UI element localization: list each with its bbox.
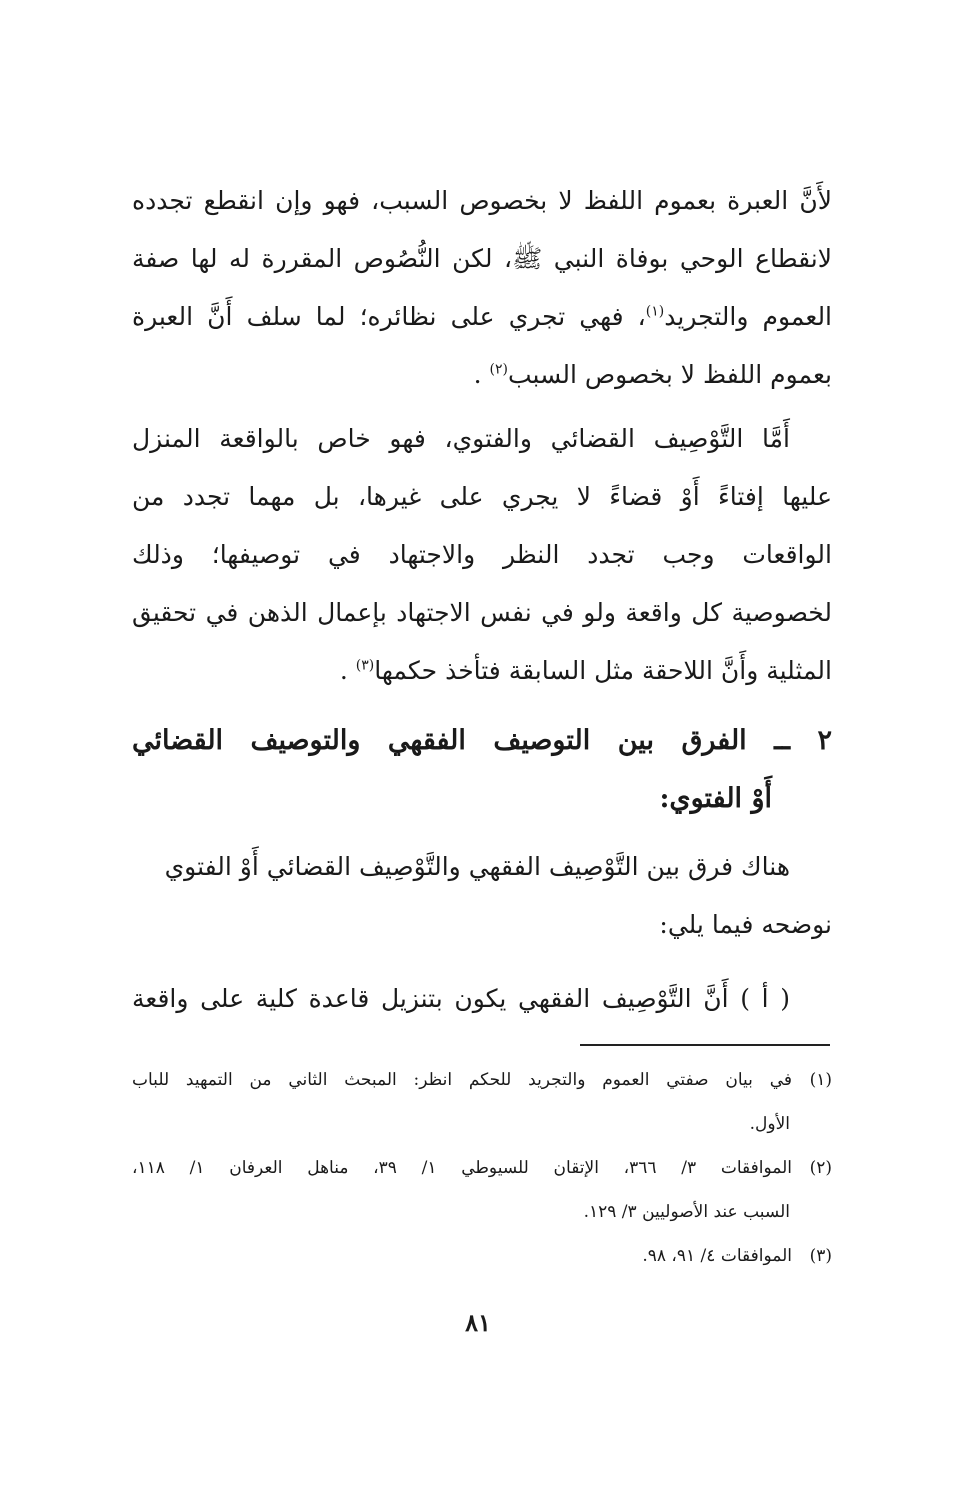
footnotes bbox=[132, 1058, 832, 1278]
footnote-item bbox=[132, 1146, 832, 1190]
footnote-ref[interactable]: (٣) bbox=[355, 657, 375, 674]
section-heading bbox=[132, 712, 832, 828]
footnote-text: الموافقات ٤/ ٩١، ٩٨. bbox=[642, 1246, 792, 1266]
footnote-text: الموافقات ٣/ ٣٦٦، الإتقان للسيوطي ١/ ٣٩، مناهل العرفان ١/ ١١٨، bbox=[132, 1158, 792, 1178]
paragraph-line: لانقطاع الوحي بوفاة النبي ﷺ، لكن النُّصُوص المقررة له لها صفة bbox=[132, 244, 832, 273]
footnote-text: في بيان صفتي العموم والتجريد للحكم انظر: المبحث الثاني من التمهيد للباب bbox=[132, 1070, 792, 1090]
heading-line: أَوْ الفتوي: bbox=[659, 783, 772, 814]
paragraph-line bbox=[132, 288, 832, 346]
paragraph-line: الواقعات وجب تجدد النظر والاجتهاد في توصيفها؛ وذلك bbox=[132, 540, 832, 569]
paragraph-line bbox=[132, 346, 832, 404]
text-segment: ، فهي تجري على نظائره؛ لما سلف أَنَّ العبرة bbox=[132, 302, 646, 331]
paragraph-line: ( أ ) أَنَّ التَّوْصِيف الفقهي يكون بتنزيل قاعدة كلية على واقعة bbox=[132, 984, 790, 1013]
paragraph-4 bbox=[132, 970, 832, 1028]
paragraph-line: أَمَّا التَّوْصِيف القضائي والفتوي، فهو خاص بالواقعة المنزل bbox=[132, 424, 790, 453]
paragraph-3 bbox=[132, 838, 832, 954]
footnote-continuation: السبب عند الأصوليين ٣/ ١٢٩. bbox=[583, 1202, 790, 1222]
text-segment: المثلية وأَنَّ اللاحقة مثل السابقة فتأخذ حكمها bbox=[374, 656, 832, 685]
footnote-ref[interactable]: (٢) bbox=[489, 361, 508, 378]
paragraph-line: لأَنَّ العبرة بعموم اللفظ لا بخصوص السبب، فهو وإن انقطع تجدده bbox=[132, 186, 832, 215]
text-segment: . bbox=[473, 360, 490, 389]
paragraph-1 bbox=[132, 172, 832, 404]
paragraph-2 bbox=[132, 410, 832, 700]
footnote-separator bbox=[580, 1044, 830, 1046]
footnote-number: (١) bbox=[809, 1070, 832, 1090]
footnote-number: (٣) bbox=[809, 1246, 832, 1266]
paragraph-line: نوضحه فيما يلي: bbox=[659, 910, 832, 939]
page-number: ٨١ bbox=[465, 1308, 491, 1337]
text-segment: بعموم اللفظ لا بخصوص السبب bbox=[508, 360, 832, 389]
paragraph-line: هناك فرق بين التَّوْصِيف الفقهي والتَّوْصِيف القضائي أَوْ الفتوي bbox=[164, 852, 790, 881]
heading-line: ٢ ــ الفرق بين التوصيف الفقهي والتوصيف القضائي bbox=[132, 725, 832, 756]
footnote-item bbox=[132, 1058, 832, 1102]
footnote-item bbox=[132, 1234, 832, 1278]
text-segment: . bbox=[339, 656, 356, 685]
footnote-ref[interactable]: (١) bbox=[645, 303, 665, 320]
paragraph-line bbox=[132, 642, 832, 700]
footnote-number: (٢) bbox=[809, 1158, 832, 1178]
paragraph-line: لخصوصية كل واقعة ولو في نفس الاجتهاد بإعمال الذهن في تحقيق bbox=[132, 598, 832, 627]
text-segment: العموم والتجريد bbox=[664, 302, 833, 331]
footnote-continuation: الأول. bbox=[749, 1114, 790, 1134]
paragraph-line: عليها إفتاءً أَوْ قضاءً لا يجري على غيرها، بل مهما تجدد من bbox=[132, 482, 832, 511]
